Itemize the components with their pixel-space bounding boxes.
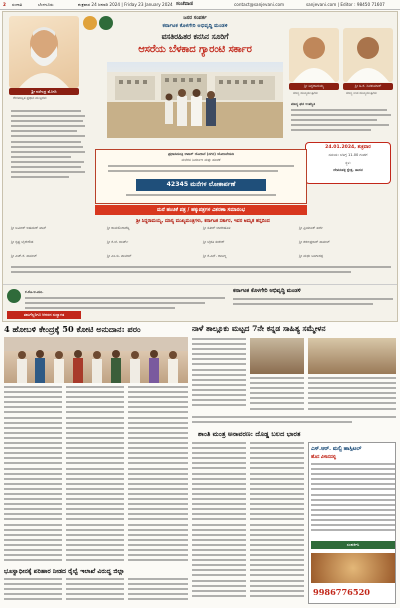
lower-column-1 [192, 442, 246, 604]
housing-photo [107, 62, 283, 138]
guest-name: ಶ್ರೀ ಕೃಷ್ಣ ಬೈರೇಗೌಡ [11, 240, 34, 244]
event-date: 24.01.2024, ಶುಕ್ರವಾರ [325, 145, 371, 150]
ad-headline-2: ಆಸರೆಯ ಬೆಳಕಾದ ಗ್ಯಾರಂಟಿ ಸರ್ಕಾರ [138, 44, 252, 55]
guest-name: ಶ್ರೀ ಕೆ.ಎನ್. ರಾಜಣ್ಣ [203, 254, 227, 258]
cm-title: ಮಾನ್ಯ ಮುಖ್ಯಮಂತ್ರಿಗಳು [293, 91, 318, 95]
ad-board-line: ಕರ್ನಾಟಕ ಕೊಳಗೇರಿ ಅಭಿವೃದ್ಧಿ ಮಂಡಳಿ [162, 23, 228, 29]
event-time: ಸಮಯ: ಬೆಳಿಗ್ಗೆ 11.00 ಗಂಟೆಗೆ [328, 153, 368, 157]
chief-guest-label: ಮಾನ್ಯ ಘನ ಉಪಸ್ಥಿತಿ [291, 102, 316, 106]
scheme-line-1: ಪ್ರಧಾನಮಂತ್ರಿ ಆವಾಸ್ ಯೋಜನೆ (ನಗರ) ಯೋಜನೆಯಡಿ [168, 152, 234, 156]
pm-title: ಗೌರವಾನ್ವಿತ ಪ್ರಧಾನ ಮಂತ್ರಿಗಳು [13, 96, 47, 100]
event-venue: ದೇವನಹಳ್ಳಿ ಕ್ಷೇತ್ರ, ಹಾಸನ [333, 168, 363, 172]
cm-portrait [289, 28, 339, 82]
dcm-portrait [343, 28, 393, 82]
pm-caption: ಶ್ರೀ ನರೇಂದ್ರ ಮೋದಿ [9, 88, 79, 95]
cm-caption: ಶ್ರೀ ಸಿದ್ದರಾಮಯ್ಯ [289, 83, 339, 90]
dcm-caption: ಶ್ರೀ ಡಿ.ಕೆ. ಶಿವಕುಮಾರ್ [343, 83, 393, 90]
scheme-announcement [95, 149, 307, 204]
board-seal-icon [7, 289, 21, 303]
section-label: ಸಂಗಾತಿ [12, 2, 23, 7]
main-story-column-3 [128, 386, 188, 566]
shanti-mantra-subhead: ಶಾಂತಿ ಮಂತ್ರ ಅನಾವರಣ: ದೊಡ್ಡ ಬಲದ ಭಾರತ [198, 430, 301, 438]
hospital-phone: 9986776520 [313, 587, 370, 597]
board-name: ಕರ್ನಾಟಕ ಕೊಳಗೇರಿ ಅಭಿವೃದ್ಧಿ ಮಂಡಳಿ [233, 288, 301, 294]
guest-name: ಶ್ರೀ ಎಂ.ಬಿ. ಪಾಟೀಲ್ [107, 254, 132, 258]
presided-by-line: ಶ್ರೀ ಸಿದ್ದರಾಮಯ್ಯ, ಮಾನ್ಯ ಮುಖ್ಯಮಂತ್ರಿಗಳು, ಕರ್ನಾಟಕ ಸರ್ಕಾರ, ಇವರ ಅಮೃತ ಹಸ್ತದಿಂದ [136, 219, 270, 224]
scheme-detail-text [108, 165, 294, 179]
ad-bottom-strip [3, 284, 397, 322]
date-line: ಶುಕ್ರವಾರ 24 ಜನವರಿ 2024 | Friday 23 January 2024 [78, 2, 173, 7]
guest-name: ಶ್ರೀ ಎಚ್.ಕೆ. ಪಾಟೀಲ್ [11, 254, 37, 258]
right-story-column-2 [250, 377, 304, 413]
brand-name: ಸಂಜೆವಾಣಿ [176, 1, 193, 7]
pm-portrait [9, 16, 79, 88]
state-emblem-icon [83, 16, 97, 30]
railway-column-1 [4, 578, 62, 606]
hospital-title: ಎಸ್.ಆರ್. ಮಲ್ಟಿ ಹಾಸ್ಪಿಟಲ್ [311, 446, 362, 452]
houses-count-banner: 42345 ಮನೆಗಳ ಲೋಕಾರ್ಪಣೆ [136, 179, 266, 191]
government-advertisement [2, 11, 398, 322]
event-date-box [305, 142, 391, 184]
invite-line: ತಮಗೆಲ್ಲರಿಗೂ ಆದರದ ಸುಸ್ವಾಗತ [7, 311, 81, 319]
lower-column-2 [250, 442, 304, 604]
ad-intro-text [11, 110, 87, 200]
contact-email: contact@sanjevani.com [234, 2, 285, 7]
right-story-photo-1 [250, 338, 304, 374]
page-number: 2 [3, 2, 6, 7]
guest-name: ಶ್ರೀ ಬೈರತಿ ಸುರೇಶ್ [203, 240, 225, 244]
venue-label: ಸ್ಥಳ: [345, 161, 351, 165]
ad-kicker: ಜನರ ಸಂಪರ್ಕ [183, 15, 207, 21]
board-short: ಕ.ಕೊ.ಅ.ಮಂ. [25, 290, 44, 294]
guest-name: ಶ್ರೀ ಕೆ.ಜೆ. ಜಾರ್ಜ್ [107, 240, 129, 244]
guest-grid-footnote [11, 266, 391, 280]
hospital-subtitle: ಹೊಸ ವಿಳಾಸದಲ್ಲಿ [311, 455, 337, 460]
guest-grid [7, 226, 395, 282]
main-story-column-1 [4, 386, 62, 566]
right-story-continuation [192, 416, 396, 430]
hospital-contact-strip: ಸಂಪರ್ಕಿಸಿ [311, 541, 395, 549]
guest-name: ಶ್ರೀ ಸತೀಶ್ ಜಾರಕಿಹೊಳಿ [203, 226, 231, 230]
hospital-details [311, 463, 395, 539]
ad-headline-1: ವಸತಿರಹಿತರ ಕನಸಿನ ಸೂರಿಗೆ [161, 32, 229, 41]
guest-name: ಶ್ರೀ ಶರಣಪ್ರಕಾಶ್ ಪಾಟೀಲ್ [299, 240, 330, 244]
right-story-column-3 [308, 377, 396, 413]
guest-name: ಶ್ರೀ ರಾಮಲಿಂಗಾರೆಡ್ಡಿ [107, 226, 130, 230]
dcm-title: ಮಾನ್ಯ ಉಪ ಮುಖ್ಯಮಂತ್ರಿಗಳು [346, 91, 377, 95]
scheme-line-2: ಮನೆಗಳ ನಿರ್ಮಾಣ ಮತ್ತು ಹಂಚಿಕೆ [181, 158, 221, 162]
edition-label: ಬೆಂಗಳೂರು [38, 2, 54, 7]
hospital-advertisement [308, 442, 396, 604]
editor-line: sanjevani.com | Editor : 98450 71607 [306, 2, 385, 7]
distribution-title-banner: ಮನೆ ಹಂಚಿಕೆ ಪತ್ರ / ಹಕ್ಕುಪತ್ರಗಳ ವಿತರಣಾ ಸಮಾರಂಭ [95, 205, 307, 215]
board-address [233, 298, 393, 316]
railway-column-3 [128, 578, 188, 606]
guest-name: ಶ್ರೀ ಪ್ರಿಯಾಂಕ್ ಖರ್ಗೆ [299, 226, 323, 230]
main-story-photo [4, 337, 188, 383]
guest-list-right [291, 109, 395, 139]
railway-subhead: ಭೂಸ್ವಾಧೀನಕ್ಕೆ ಪರಿಹಾರ ನೀಡದ ರೈಲ್ವೆ ಇಲಾಖೆ ವಿರುದ್ಧ ಜಿಲ್ಲಾ [4, 568, 125, 575]
right-story-headline: ನಾಳೆ ತಾಲ್ಲೂಕು ಮಟ್ಟದ 7ನೇ ಕನ್ನಡ ಸಾಹಿತ್ಯ ಸಮ್ಮೇಳನ [192, 324, 326, 333]
right-story-photo-2 [308, 338, 396, 374]
news-section [2, 322, 398, 606]
main-story-column-2 [66, 386, 124, 566]
main-story-headline: 4 ಹೋಬಳಿ ಕೇಂದ್ರಕ್ಕೆ 50 ಕೋಟಿ ಅನುದಾನ: ಪರಂ [4, 324, 141, 334]
hospital-image [311, 553, 395, 583]
guest-name: ಶ್ರೀ ಮಧು ಬಂಗಾರಪ್ಪ [299, 254, 324, 258]
masthead-bar [0, 0, 400, 10]
scheme-footnote [126, 194, 276, 202]
guest-name: ಶ್ರೀ ಜಮೀರ್ ಅಹಮದ್ ಖಾನ್ [11, 226, 47, 230]
railway-column-2 [66, 578, 124, 606]
right-story-column-1 [192, 338, 246, 412]
